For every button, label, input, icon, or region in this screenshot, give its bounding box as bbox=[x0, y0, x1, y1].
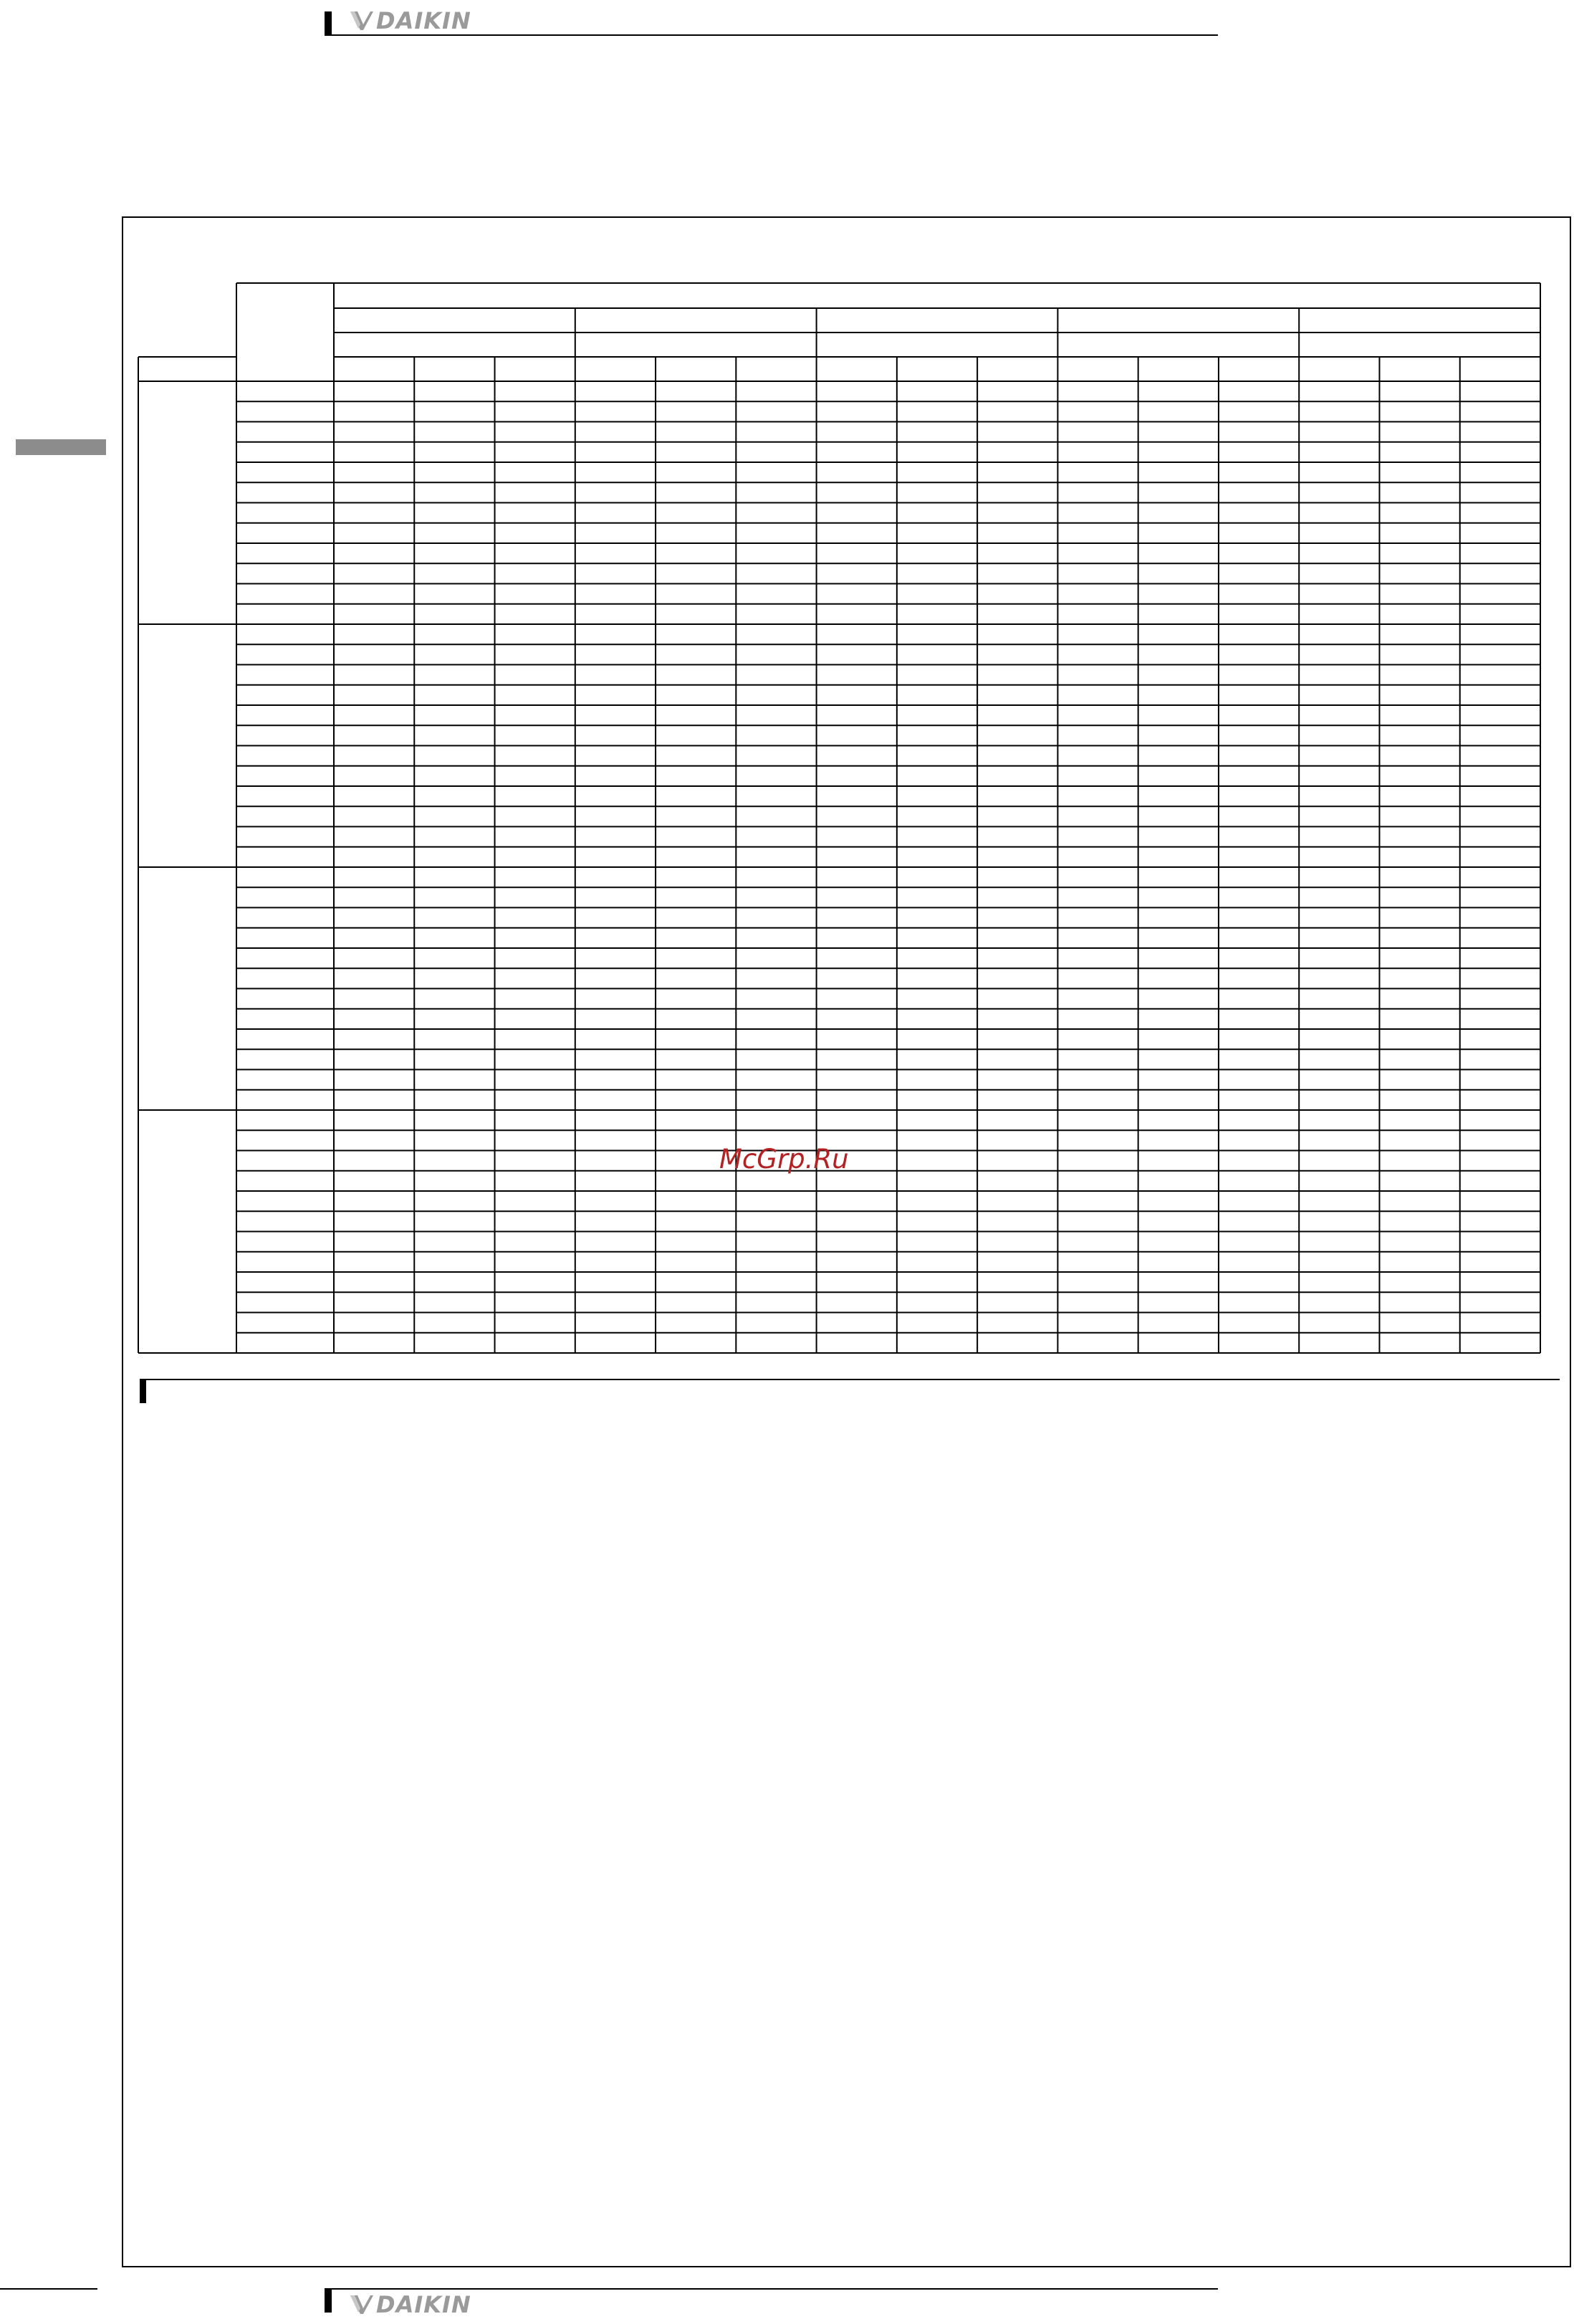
section-divider-rule bbox=[140, 1379, 1560, 1380]
header-logo-text: DAIKIN bbox=[376, 7, 471, 34]
footer-marker-bar bbox=[325, 2288, 332, 2313]
footer-logo-text: DAIKIN bbox=[376, 2291, 471, 2318]
footer-left-rule bbox=[0, 2288, 97, 2290]
daikin-logo-icon bbox=[349, 2294, 373, 2315]
footer-rule bbox=[332, 2288, 1218, 2290]
section-divider-marker bbox=[140, 1380, 146, 1403]
watermark-text: McGrp.Ru bbox=[719, 1144, 849, 1175]
footer-daikin-logo bbox=[349, 2291, 471, 2318]
